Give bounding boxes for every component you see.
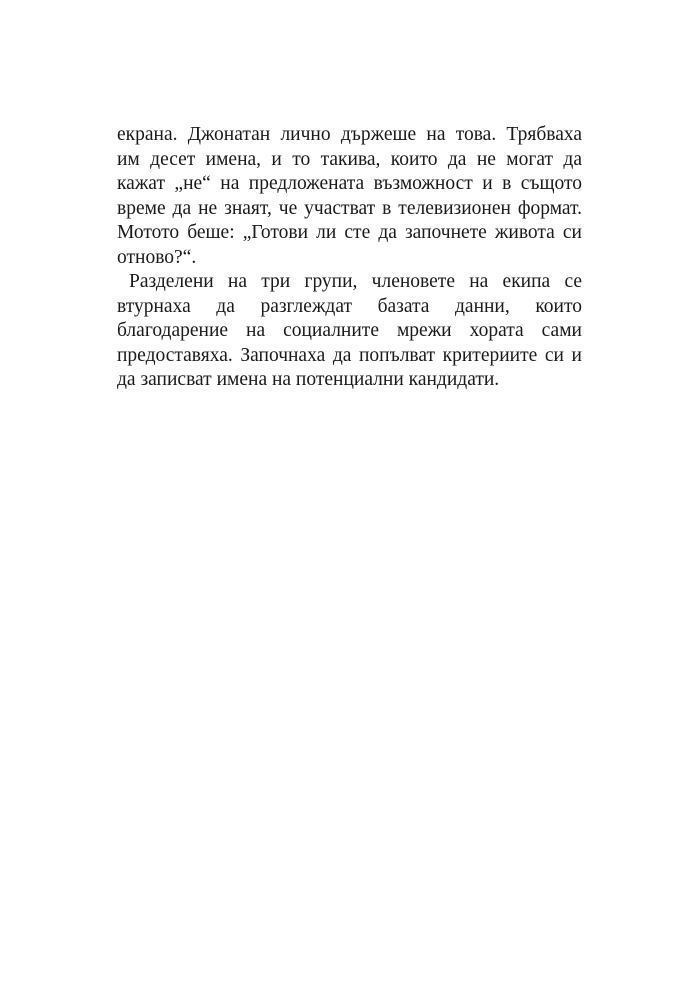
text-line: им десет имена, и то такива, които да не могат да	[117, 148, 582, 170]
text-line: Мотото беше: „Готови ли сте да започнете живота си	[117, 222, 582, 243]
text-line: екрана. Джонатан лично държеше на това. Трябваха	[117, 124, 582, 145]
paragraph-2	[117, 270, 582, 393]
text-line: да записват имена на потенциални кандидати.	[117, 369, 500, 390]
paragraph-1	[117, 123, 582, 270]
text-line: време да не знаят, че участват в телевизионен формат.	[117, 197, 582, 219]
body-text	[117, 123, 582, 393]
text-line: благодарение на социалните мрежи хората сами	[117, 320, 582, 341]
text-line: Разделени на три групи, членовете на екипа се	[129, 271, 582, 292]
text-line: втурнаха да разглеждат базата данни, които	[117, 295, 582, 317]
text-line: предоставяха. Започнаха да попълват критериите си и	[117, 344, 582, 366]
text-line: отново?“.	[117, 246, 197, 268]
text-line: кажат „не“ на предложената възможност и в същото	[117, 173, 582, 194]
